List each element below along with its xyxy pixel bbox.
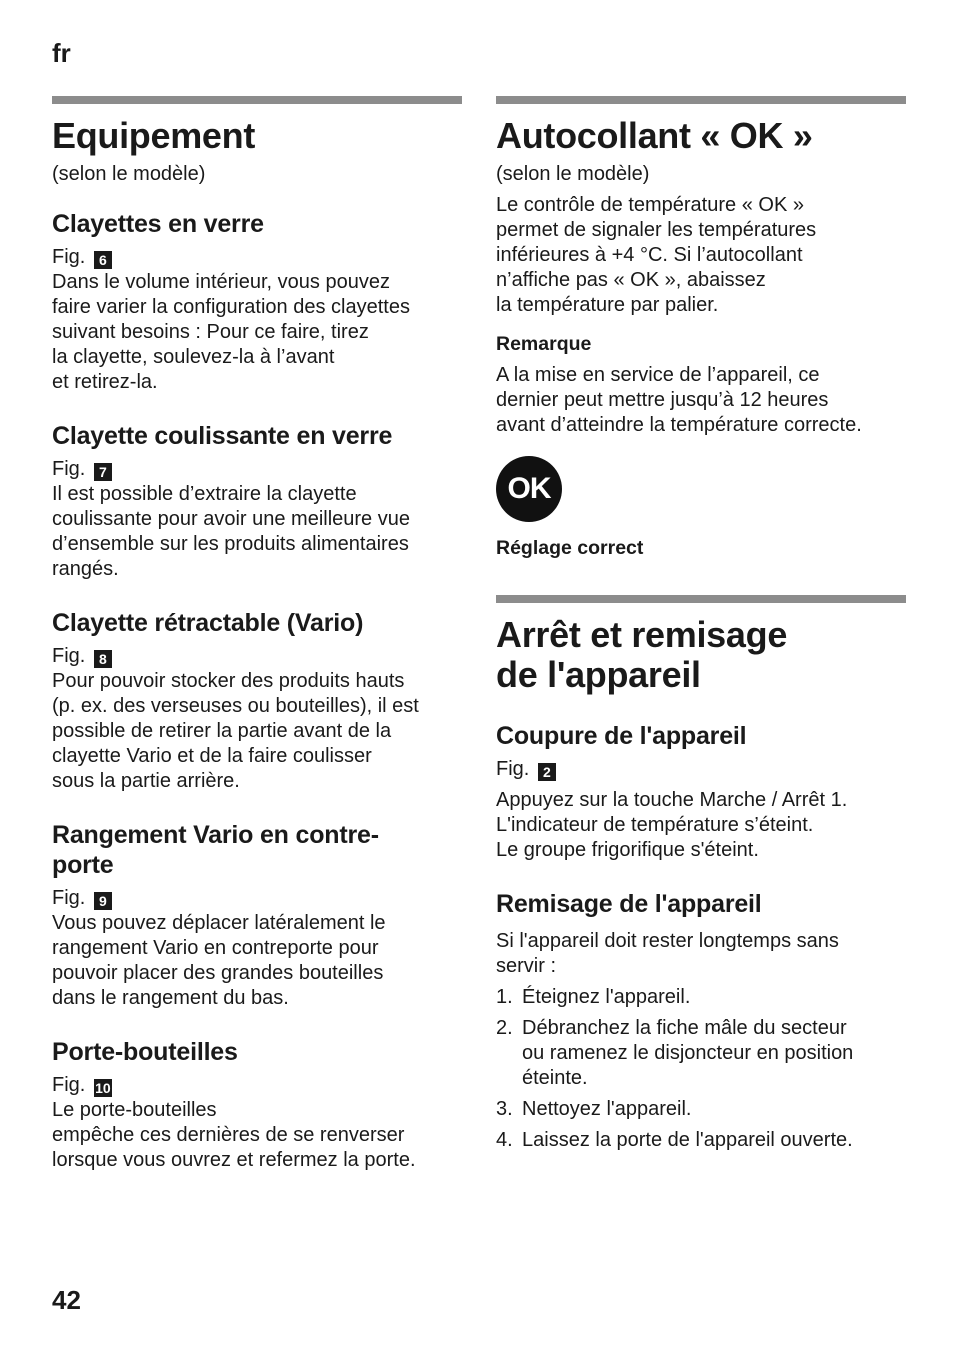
- body-line: sous la partie arrière.: [52, 770, 240, 792]
- fig-reference: Fig. 10: [52, 1074, 111, 1096]
- section-heading: Rangement Vario en contre- porte: [52, 821, 379, 879]
- body-line: rangés.: [52, 558, 119, 580]
- ok-subtitle: (selon le modèle): [496, 163, 650, 185]
- body-line: dans le rangement du bas.: [52, 987, 289, 1009]
- body-line: lorsque vous ouvrez et refermez la porte.: [52, 1149, 416, 1171]
- note-line: avant d’atteindre la température correcte.: [496, 414, 862, 436]
- list-item: 2. Débranchez la fiche mâle du secteur ou ramenez le disjoncteur en position éteinte.: [496, 1017, 854, 1089]
- body-line: Il est possible d’extraire la clayette: [52, 483, 357, 505]
- body-line: et retirez-la.: [52, 371, 158, 393]
- body-line: coulissante pour avoir une meilleure vue: [52, 508, 410, 530]
- body-line: Pour pouvoir stocker des produits hauts: [52, 670, 405, 692]
- body-line: Appuyez sur la touche Marche / Arrêt 1.: [496, 789, 848, 811]
- body-line: n’affiche pas « OK », abaissez: [496, 269, 766, 291]
- section-clayette-coulissante: [52, 421, 462, 582]
- body-line: d’ensemble sur les produits alimentaires: [52, 533, 409, 555]
- fig-number-badge: 8: [94, 650, 112, 668]
- body-line: la clayette, soulevez-la à l’avant: [52, 346, 335, 368]
- section-rule: [52, 96, 462, 104]
- body-line: clayette Vario et de la faire coulisser: [52, 745, 372, 767]
- body-line: la température par palier.: [496, 294, 719, 316]
- body-line: servir :: [496, 955, 556, 977]
- section-porte-bouteilles: [52, 1037, 462, 1173]
- section-heading: Remisage de l'appareil: [496, 890, 762, 918]
- fig-reference: Fig. 7: [52, 457, 462, 482]
- body-line: possible de retirer la partie avant de la: [52, 720, 392, 742]
- body-line: Le porte-bouteilles: [52, 1099, 217, 1121]
- fig-number-badge: 10: [95, 1080, 111, 1096]
- body-line: rangement Vario en contreporte pour: [52, 937, 379, 959]
- body-line: faire varier la configuration des clayettes: [52, 296, 410, 318]
- fig-reference: Fig. 2: [496, 757, 906, 782]
- ok-icon-caption: Réglage correct: [496, 537, 644, 559]
- storage-steps-list: [496, 985, 906, 1153]
- section-heading: Porte-bouteilles: [52, 1038, 238, 1066]
- ok-sticker-icon: OK: [496, 456, 562, 522]
- body-line: suivant besoins : Pour ce faire, tirez: [52, 321, 369, 343]
- fig-reference: Fig. 8: [52, 644, 462, 669]
- section-rule: [496, 595, 906, 603]
- section-clayette-retractable: [52, 608, 462, 794]
- right-column: [496, 96, 906, 1153]
- body-line: inférieures à +4 °C. Si l’autocollant: [496, 244, 803, 266]
- body-line: Le groupe frigorifique s'éteint.: [496, 839, 759, 861]
- body-line: Si l'appareil doit rester longtemps sans: [496, 930, 839, 952]
- body-line: pouvoir placer des grandes bouteilles: [52, 962, 384, 984]
- section-coupure: [496, 721, 906, 863]
- section-rangement-vario: [52, 820, 462, 1011]
- page-title-arret-remisage: Arrêt et remisage de l'appareil: [496, 614, 788, 695]
- fig-number-badge: 9: [94, 892, 112, 910]
- body-line: Dans le volume intérieur, vous pouvez: [52, 271, 390, 293]
- body-line: permet de signaler les températures: [496, 219, 817, 241]
- list-item: 4. Laissez la porte de l'appareil ouverte.: [496, 1129, 853, 1151]
- section-rule: [496, 96, 906, 104]
- fig-number-badge: 6: [94, 251, 112, 269]
- note-line: A la mise en service de l’appareil, ce: [496, 364, 820, 386]
- section-remisage: [496, 889, 906, 1153]
- fig-number-badge: 7: [94, 463, 112, 481]
- page-title-autocollant-ok: Autocollant « OK »: [496, 115, 813, 156]
- equipement-subtitle: (selon le modèle): [52, 163, 206, 185]
- body-line: empêche ces dernières de se renverser: [52, 1124, 405, 1146]
- body-line: L'indicateur de température s’éteint.: [496, 814, 814, 836]
- section-heading: Clayettes en verre: [52, 210, 264, 238]
- left-column: [52, 96, 462, 1173]
- body-line: Le contrôle de température « OK »: [496, 194, 804, 216]
- list-item: 1. Éteignez l'appareil.: [496, 986, 691, 1008]
- note-line: dernier peut mettre jusqu’à 12 heures: [496, 389, 829, 411]
- fig-number-badge: 2: [538, 763, 556, 781]
- body-line: (p. ex. des verseuses ou bouteilles), il est: [52, 695, 419, 717]
- section-heading: Clayette rétractable (Vario): [52, 609, 364, 637]
- note-heading: Remarque: [496, 333, 592, 355]
- language-label: fr: [52, 38, 71, 68]
- section-clayettes-verre: [52, 209, 462, 395]
- section-heading: Clayette coulissante en verre: [52, 422, 393, 450]
- fig-reference: Fig. 6: [52, 245, 462, 270]
- fig-reference: Fig. 9: [52, 886, 462, 911]
- body-line: Vous pouvez déplacer latéralement le: [52, 912, 386, 934]
- list-item: 3. Nettoyez l'appareil.: [496, 1098, 692, 1120]
- page-title-equipement: Equipement: [52, 115, 256, 156]
- page-number: 42: [52, 1285, 81, 1315]
- section-heading: Coupure de l'appareil: [496, 722, 747, 750]
